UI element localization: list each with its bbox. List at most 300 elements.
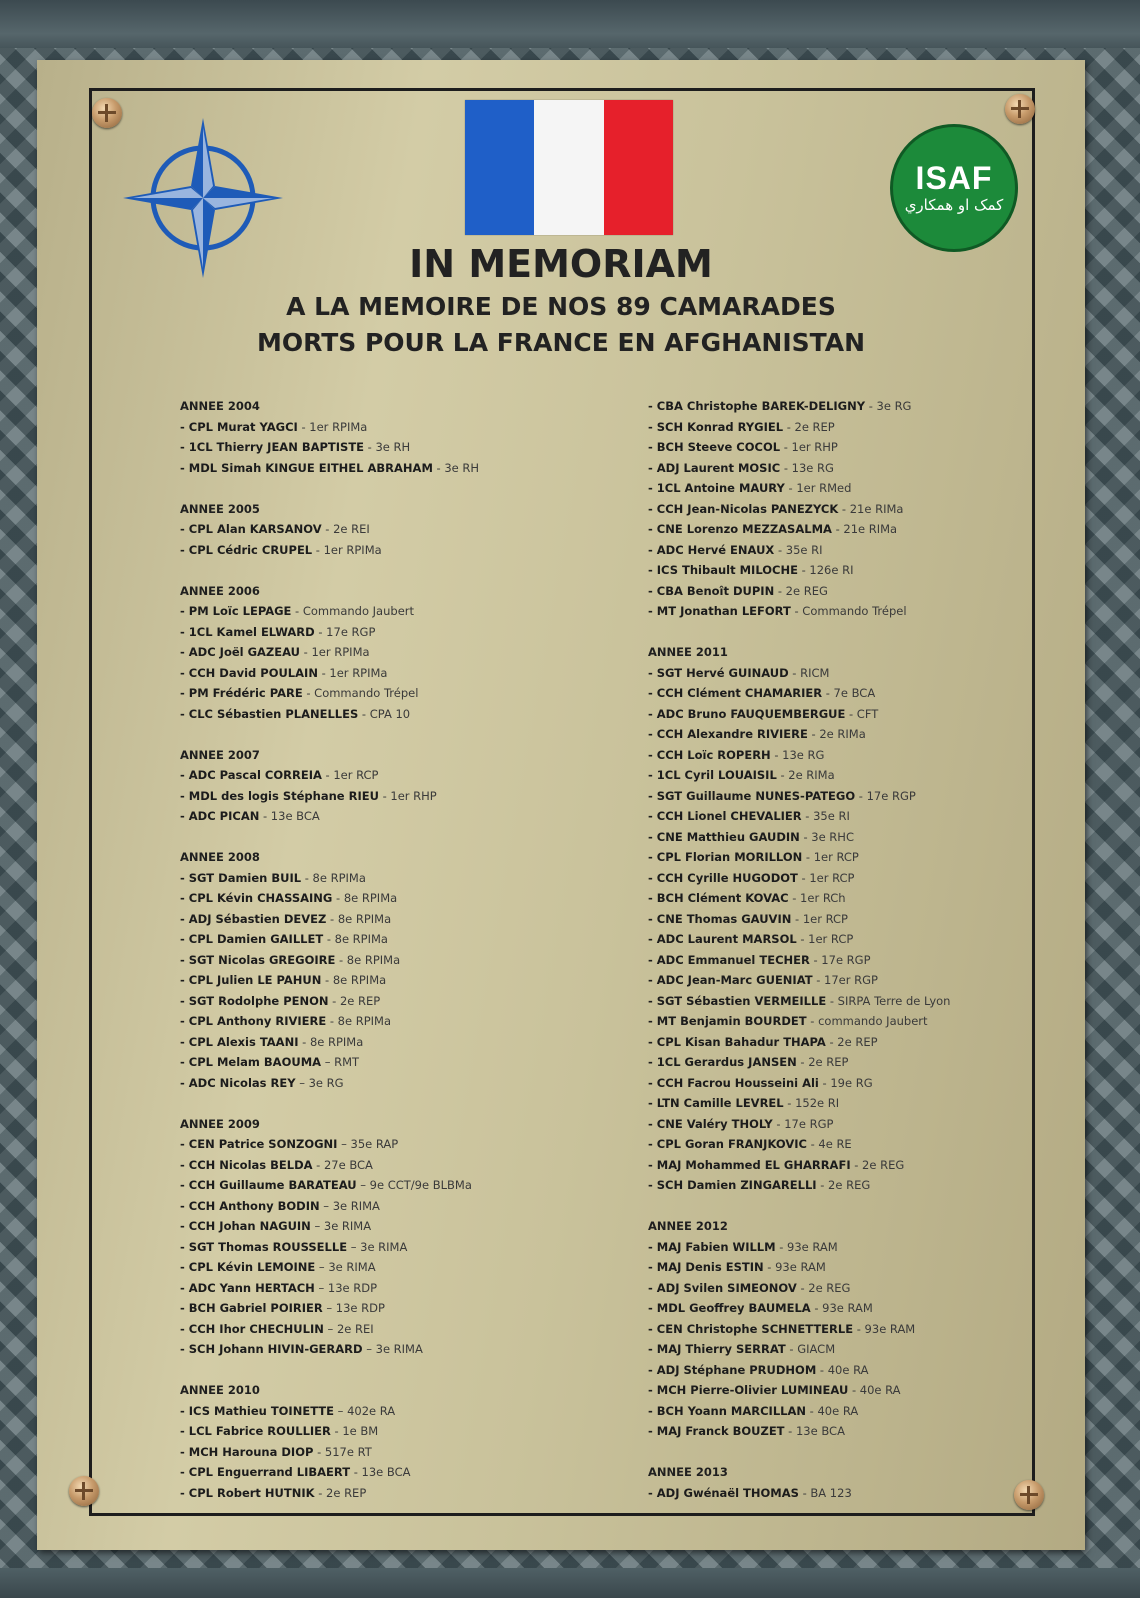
memorial-entry	[648, 1237, 1118, 1258]
memorial-entry	[180, 1175, 650, 1196]
soldier-name: - MDL Simah KINGUE EITHEL ABRAHAM	[180, 460, 433, 475]
memorial-entry	[648, 560, 1118, 581]
year-heading: ANNEE 2006	[180, 583, 260, 598]
soldier-unit: - Commando Trépel	[790, 604, 907, 618]
memorial-entry	[648, 1052, 1118, 1073]
soldier-name: - ADC Jean-Marc GUENIAT	[648, 973, 813, 987]
memorial-entry	[180, 970, 650, 991]
soldier-name: - MCH Harouna DIOP	[180, 1444, 314, 1459]
soldier-name: - CCH Jean-Nicolas PANEZYCK	[648, 501, 839, 516]
section-gap	[180, 1360, 650, 1381]
soldier-unit: - 2e REP	[796, 1055, 849, 1069]
memorial-entry	[648, 909, 1118, 930]
memorial-entry	[648, 581, 1118, 602]
screw-icon	[69, 1476, 99, 1506]
soldier-unit: - 3e RG	[865, 399, 912, 413]
memorial-entry	[648, 745, 1118, 766]
soldier-name: - CBA Christophe BAREK-DELIGNY	[648, 399, 866, 413]
memorial-entry	[180, 1216, 650, 1237]
soldier-name: - LTN Camille LEVREL	[648, 1096, 784, 1110]
soldier-unit: - 1er RPIMa	[317, 665, 388, 680]
fence-top-rail	[0, 0, 1140, 48]
soldier-name: - ADJ Laurent MOSIC	[648, 460, 781, 475]
soldier-unit: - 2e REP	[328, 993, 381, 1008]
memorial-entry	[648, 1073, 1118, 1094]
soldier-unit: - 17er RGP	[812, 973, 878, 987]
year-heading: ANNEE 2012	[648, 1219, 728, 1233]
soldier-unit: - 13e RG	[770, 747, 825, 762]
soldier-unit: – 3e RG	[295, 1075, 344, 1090]
year-heading: ANNEE 2010	[180, 1383, 260, 1397]
soldier-unit: - 1er RPIMa	[300, 645, 370, 659]
memorial-entry	[180, 1421, 650, 1442]
soldier-name: - CNE Matthieu GAUDIN	[648, 829, 800, 844]
soldier-unit: - 35e RI	[801, 809, 850, 823]
soldier-unit: - 13e BCA	[350, 1465, 411, 1479]
memorial-entry	[180, 663, 650, 684]
memorial-entry	[648, 765, 1118, 786]
memorial-entry	[648, 806, 1118, 827]
soldier-name: - CPL Robert HUTNIK	[180, 1485, 315, 1500]
soldier-name: - CCH Nicolas BELDA	[180, 1157, 313, 1172]
memorial-entry	[180, 1052, 650, 1073]
soldier-name: - ADC Emmanuel TECHER	[648, 952, 810, 967]
soldier-name: - CPL Cédric CRUPEL	[180, 542, 313, 557]
soldier-unit: - 2e RIMa	[776, 768, 835, 782]
soldier-name: - ADC Yann HERTACH	[180, 1280, 315, 1295]
soldier-name: - MT Benjamin BOURDET	[648, 1014, 807, 1028]
soldier-name: - BCH Steeve COCOL	[648, 440, 781, 454]
memorial-entry	[180, 909, 650, 930]
soldier-name: - CEN Christophe SCHNETTERLE	[648, 1321, 854, 1336]
soldier-unit: - 8e RPIMa	[326, 911, 392, 926]
memorial-entry	[648, 868, 1118, 889]
memorial-entry	[180, 991, 650, 1012]
memorial-entry	[180, 519, 650, 540]
memorial-plaque	[37, 60, 1085, 1550]
soldier-name: - CBA Benoît DUPIN	[648, 583, 775, 598]
soldier-unit: - 35e RI	[774, 542, 823, 557]
soldier-unit: – 9e CCT/9e BLBMa	[356, 1178, 472, 1192]
soldier-unit: - 27e BCA	[312, 1157, 373, 1172]
soldier-name: - CPL Kévin LEMOINE	[180, 1260, 316, 1274]
memorial-entry	[648, 950, 1118, 971]
soldier-unit: - 8e RPIMa	[326, 1014, 392, 1028]
year-heading: ANNEE 2005	[180, 501, 260, 516]
soldier-unit: - CPA 10	[358, 706, 411, 721]
soldier-name: - CCH Johan NAGUIN	[180, 1219, 311, 1233]
memorial-entry	[180, 1257, 650, 1278]
soldier-name: - CPL Goran FRANJKOVIC	[648, 1137, 807, 1151]
memorial-entry	[648, 1175, 1118, 1196]
soldier-unit: – 13e RDP	[314, 1280, 378, 1295]
section-gap	[180, 1093, 650, 1114]
year-heading: ANNEE 2011	[648, 645, 728, 659]
soldier-unit: - BA 123	[798, 1485, 852, 1500]
soldier-unit: - Commando Trépel	[302, 686, 419, 700]
soldier-name: - MDL des logis Stéphane RIEU	[180, 788, 379, 803]
soldier-name: - SGT Rodolphe PENON	[180, 993, 329, 1008]
soldier-unit: - 2e REI	[321, 522, 370, 536]
section-gap	[180, 478, 650, 499]
soldier-name: - CCH Facrou Housseini Ali	[648, 1075, 819, 1090]
soldier-unit: – 3e RIMA	[347, 1239, 408, 1254]
soldier-unit: - 2e REG	[816, 1178, 871, 1192]
soldier-name: - 1CL Gerardus JANSEN	[648, 1055, 797, 1069]
memorial-entry	[180, 806, 650, 827]
soldier-unit: – 3e RIMA	[362, 1342, 423, 1356]
soldier-name: - BCH Yoann MARCILLAN	[648, 1403, 807, 1418]
soldier-name: - SCH Johann HIVIN-GERARD	[180, 1342, 363, 1356]
memorial-entry	[648, 478, 1118, 499]
memorial-entry	[180, 642, 650, 663]
soldier-unit: - 4e RE	[806, 1137, 852, 1151]
soldier-unit: - 2e REG	[850, 1157, 905, 1172]
soldier-unit: - 1er RPIMa	[312, 542, 382, 557]
plaque-title: IN MEMORIAM	[409, 242, 713, 286]
memorial-entry	[180, 540, 650, 561]
memorial-entry	[648, 1257, 1118, 1278]
memorial-entry	[180, 1196, 650, 1217]
soldier-name: - CCH Alexandre RIVIERE	[648, 727, 808, 741]
soldier-name: - SGT Sébastien VERMEILLE	[648, 993, 827, 1008]
year-heading: ANNEE 2009	[180, 1116, 260, 1131]
soldier-name: - ADC PICAN	[180, 809, 260, 823]
soldier-name: - MT Jonathan LEFORT	[648, 604, 791, 618]
soldier-name: - CNE Valéry THOLY	[648, 1116, 773, 1131]
soldier-name: - SGT Nicolas GREGOIRE	[180, 952, 336, 967]
soldier-unit: – 13e RDP	[322, 1301, 385, 1315]
soldier-unit: - 93e RAM	[853, 1321, 916, 1336]
section-gap	[180, 827, 650, 848]
soldier-unit: – RMT	[321, 1055, 360, 1069]
soldier-unit: - 13e BCA	[259, 809, 320, 823]
soldier-name: - MAJ Fabien WILLM	[648, 1239, 776, 1254]
soldier-name: - ICS Mathieu TOINETTE	[180, 1403, 335, 1418]
soldier-unit: - 152e RI	[783, 1096, 840, 1110]
memorial-entry	[180, 765, 650, 786]
soldier-unit: - 8e RPIMa	[335, 952, 401, 967]
soldier-name: - ADJ Svilen SIMEONOV	[648, 1280, 797, 1295]
memorial-entry	[648, 1421, 1118, 1442]
soldier-unit: - 7e BCA	[822, 686, 876, 700]
soldier-name: - ADC Nicolas REY	[180, 1075, 296, 1090]
memorial-entry	[648, 1011, 1118, 1032]
fence-bottom-rail	[0, 1568, 1140, 1598]
soldier-unit: - 93e RAM	[810, 1301, 873, 1315]
memorial-entry	[648, 991, 1118, 1012]
soldier-unit: – 3e RIMA	[315, 1260, 376, 1274]
soldier-name: - MAJ Denis ESTIN	[648, 1260, 764, 1274]
soldier-name: - CPL Damien GAILLET	[180, 932, 324, 946]
memorial-entry	[648, 786, 1118, 807]
soldier-unit: - 1er RCP	[797, 870, 855, 885]
soldier-name: - PM Loïc LEPAGE	[180, 604, 292, 618]
soldier-name: - CPL Alexis TAANI	[180, 1034, 299, 1049]
soldier-unit: - 2e REG	[796, 1280, 851, 1295]
soldier-name: - SGT Hervé GUINAUD	[648, 665, 789, 680]
soldier-unit: - 1er RCP	[791, 911, 848, 926]
memorial-entry	[180, 1339, 650, 1360]
soldier-unit: - 1er RHP	[780, 440, 838, 454]
memorial-entry	[180, 1319, 650, 1340]
soldier-name: - BCH Gabriel POIRIER	[180, 1301, 323, 1315]
soldier-unit: - 13e BCA	[784, 1424, 845, 1438]
soldier-unit: - 17e RGP	[314, 624, 376, 639]
soldier-unit: - 21e RIMa	[831, 522, 898, 536]
soldier-unit: - 1er RCh	[788, 891, 846, 905]
soldier-name: - CPL Anthony RIVIERE	[180, 1014, 327, 1028]
soldier-name: - CPL Kévin CHASSAING	[180, 891, 333, 905]
soldier-unit: - GIACM	[785, 1342, 836, 1356]
memorial-entry	[180, 1073, 650, 1094]
memorial-entry	[648, 437, 1118, 458]
soldier-unit: - 1er RMed	[784, 481, 852, 495]
soldier-unit: - CFT	[845, 706, 879, 721]
soldier-name: - ADC Bruno FAUQUEMBERGUE	[648, 706, 846, 721]
memorial-entry	[180, 601, 650, 622]
soldier-unit: - 1er RCP	[802, 850, 859, 864]
section-gap	[180, 724, 650, 745]
isaf-badge	[890, 124, 1018, 252]
soldier-name: - CCH Loïc ROPERH	[648, 747, 771, 762]
french-flag	[465, 100, 673, 235]
soldier-unit: - Commando Jaubert	[291, 604, 415, 618]
memorial-entry	[180, 417, 650, 438]
memorial-entry	[180, 1155, 650, 1176]
soldier-name: - ADC Hervé ENAUX	[648, 542, 775, 557]
isaf-subtext: کمک او همکاري	[904, 196, 1004, 214]
section-gap	[648, 622, 1118, 643]
memorial-entry	[648, 1134, 1118, 1155]
soldier-unit: - 17e RGP	[855, 788, 916, 803]
soldier-unit: - 1er RCP	[796, 932, 854, 946]
soldier-name: - SGT Guillaume NUNES-PATEGO	[648, 788, 856, 803]
soldier-name: - MCH Pierre-Olivier LUMINEAU	[648, 1383, 849, 1397]
soldier-name: - SGT Damien BUIL	[180, 870, 302, 885]
soldier-name: - ADJ Gwénaël THOMAS	[648, 1485, 799, 1500]
soldier-name: - CCH Cyrille HUGODOT	[648, 870, 798, 885]
memorial-entry	[648, 1278, 1118, 1299]
soldier-name: - SCH Konrad RYGIEL	[648, 419, 784, 434]
soldier-name: - CNE Thomas GAUVIN	[648, 911, 792, 926]
memorial-entry	[648, 724, 1118, 745]
soldier-name: - CPL Murat YAGCI	[180, 419, 298, 434]
memorial-entry	[648, 683, 1118, 704]
memorial-entry	[180, 1134, 650, 1155]
soldier-unit: - SIRPA Terre de Lyon	[826, 993, 951, 1008]
soldier-unit: – 3e RIMA	[310, 1219, 372, 1233]
soldier-name: - ADC Joël GAZEAU	[180, 645, 301, 659]
memorial-entry	[180, 683, 650, 704]
soldier-name: - MAJ Franck BOUZET	[648, 1424, 785, 1438]
memorial-entry	[648, 970, 1118, 991]
memorial-entry	[180, 888, 650, 909]
memorial-entry	[180, 1011, 650, 1032]
memorial-entry	[180, 950, 650, 971]
memorial-entry	[648, 499, 1118, 520]
soldier-unit: - 2e REP	[783, 419, 835, 434]
soldier-unit: - 126e RI	[797, 563, 854, 577]
soldier-name: - 1CL Thierry JEAN BAPTISTE	[180, 440, 365, 454]
soldier-name: - LCL Fabrice ROULLIER	[180, 1424, 331, 1438]
soldier-name: - CPL Florian MORILLON	[648, 850, 803, 864]
soldier-name: - CPL Julien LE PAHUN	[180, 973, 322, 987]
memorial-entry	[180, 704, 650, 725]
soldier-unit: - 3e RHC	[799, 829, 854, 844]
soldier-unit: - commando Jaubert	[806, 1014, 928, 1028]
soldier-name: - ADJ Stéphane PRUDHOM	[648, 1362, 817, 1377]
soldier-name: - CCH Guillaume BARATEAU	[180, 1178, 357, 1192]
section-gap	[180, 560, 650, 581]
flag-stripe-red	[604, 100, 673, 235]
soldier-name: - MDL Geoffrey BAUMELA	[648, 1301, 811, 1315]
plaque-subtitle-line1: A LA MEMOIRE DE NOS 89 CAMARADES	[286, 292, 836, 321]
right-name-column	[648, 396, 1118, 1503]
soldier-name: - CNE Lorenzo MEZZASALMA	[648, 522, 832, 536]
soldier-name: - CCH Clément CHAMARIER	[648, 686, 823, 700]
soldier-name: - ADC Pascal CORREIA	[180, 768, 322, 782]
soldier-unit: - 40e RA	[848, 1383, 901, 1397]
memorial-entry	[648, 1093, 1118, 1114]
soldier-name: - SCH Damien ZINGARELLI	[648, 1178, 817, 1192]
soldier-unit: - 17e RGP	[809, 952, 871, 967]
memorial-entry	[648, 663, 1118, 684]
memorial-entry	[648, 1319, 1118, 1340]
soldier-unit: – 3e RIMA	[319, 1198, 380, 1213]
memorial-entry	[648, 1155, 1118, 1176]
soldier-unit: - 8e RPIMa	[298, 1034, 364, 1049]
soldier-name: - 1CL Antoine MAURY	[648, 481, 785, 495]
soldier-name: - PM Frédéric PARE	[180, 686, 303, 700]
isaf-text: ISAF	[915, 160, 993, 196]
memorial-entry	[648, 1483, 1118, 1504]
memorial-entry	[648, 417, 1118, 438]
year-heading: ANNEE 2008	[180, 850, 260, 864]
memorial-entry	[648, 929, 1118, 950]
memorial-entry	[648, 458, 1118, 479]
memorial-entry	[180, 1237, 650, 1258]
soldier-name: - CPL Melam BAOUMA	[180, 1055, 322, 1069]
soldier-name: - ICS Thibault MILOCHE	[648, 563, 798, 577]
soldier-unit: - 2e REP	[314, 1485, 367, 1500]
screw-icon	[1005, 94, 1035, 124]
soldier-unit: - 8e RPIMa	[323, 932, 388, 946]
soldier-unit: - RICM	[788, 665, 830, 680]
memorial-entry	[648, 1339, 1118, 1360]
soldier-name: - SGT Thomas ROUSSELLE	[180, 1239, 348, 1254]
soldier-name: - 1CL Cyril LOUAISIL	[648, 768, 777, 782]
soldier-unit: - 1er RPIMa	[297, 419, 368, 434]
screw-icon	[92, 98, 122, 128]
memorial-entry	[180, 1278, 650, 1299]
memorial-entry	[180, 1442, 650, 1463]
section-gap	[648, 1442, 1118, 1463]
memorial-entry	[180, 1032, 650, 1053]
soldier-unit: - 13e RG	[780, 460, 834, 475]
soldier-unit: - 2e REG	[774, 583, 828, 598]
soldier-unit: - 93e RAM	[775, 1239, 838, 1254]
left-name-column	[180, 396, 650, 1503]
memorial-entry	[180, 1462, 650, 1483]
soldier-name: - CEN Patrice SONZOGNI	[180, 1137, 338, 1151]
soldier-unit: – 2e REI	[323, 1321, 374, 1336]
memorial-entry	[648, 519, 1118, 540]
plaque-subtitle-line2: MORTS POUR LA FRANCE EN AFGHANISTAN	[256, 328, 866, 357]
year-heading: ANNEE 2004	[180, 399, 260, 413]
flag-stripe-white	[534, 100, 603, 235]
memorial-entry	[180, 622, 650, 643]
soldier-unit: - 2e RIMa	[807, 727, 866, 741]
memorial-entry	[180, 437, 650, 458]
soldier-name: - CPL Alan KARSANOV	[180, 522, 322, 536]
soldier-unit: - 3e RH	[364, 440, 411, 454]
memorial-entry	[180, 929, 650, 950]
soldier-unit: - 3e RH	[432, 460, 480, 475]
soldier-name: - MAJ Mohammed EL GHARRAFI	[648, 1157, 851, 1172]
memorial-entry	[180, 458, 650, 479]
memorial-entry	[180, 868, 650, 889]
soldier-unit: - 8e RPIMa	[301, 870, 366, 885]
soldier-unit: - 1er RHP	[378, 788, 437, 803]
memorial-entry	[648, 540, 1118, 561]
year-heading: ANNEE 2013	[648, 1465, 728, 1479]
soldier-name: - MAJ Thierry SERRAT	[648, 1342, 786, 1356]
soldier-unit: - 1e BM	[330, 1424, 379, 1438]
soldier-name: - ADC Laurent MARSOL	[648, 932, 797, 946]
memorial-entry	[648, 1380, 1118, 1401]
soldier-name: - BCH Clément KOVAC	[648, 891, 789, 905]
memorial-entry	[648, 1401, 1118, 1422]
memorial-entry	[648, 827, 1118, 848]
soldier-unit: – 402e RA	[334, 1403, 396, 1418]
memorial-entry	[648, 888, 1118, 909]
soldier-unit: - 21e RIMa	[838, 501, 904, 516]
memorial-entry	[648, 1114, 1118, 1135]
soldier-unit: - 40e RA	[816, 1362, 869, 1377]
memorial-entry	[648, 1032, 1118, 1053]
memorial-entry	[180, 1483, 650, 1504]
soldier-unit: - 93e RAM	[763, 1260, 826, 1274]
soldier-unit: - 17e RGP	[772, 1116, 834, 1131]
memorial-entry	[648, 1360, 1118, 1381]
soldier-name: - CCH Ihor CHECHULIN	[180, 1321, 324, 1336]
memorial-entry	[180, 1298, 650, 1319]
soldier-unit: - 1er RCP	[321, 768, 379, 782]
memorial-entry	[648, 396, 1118, 417]
soldier-name: - CPL Enguerrand LIBAERT	[180, 1465, 351, 1479]
memorial-entry	[180, 786, 650, 807]
soldier-unit: – 35e RAP	[337, 1137, 399, 1151]
soldier-unit: - 8e RPIMa	[332, 891, 398, 905]
soldier-name: - 1CL Kamel ELWARD	[180, 624, 315, 639]
soldier-name: - ADJ Sébastien DEVEZ	[180, 911, 327, 926]
soldier-unit: - 2e REP	[825, 1034, 878, 1049]
soldier-name: - CCH Anthony BODIN	[180, 1198, 320, 1213]
soldier-unit: - 19e RG	[818, 1075, 873, 1090]
memorial-entry	[648, 704, 1118, 725]
soldier-name: - CLC Sébastien PLANELLES	[180, 706, 359, 721]
soldier-name: - CCH Lionel CHEVALIER	[648, 809, 802, 823]
memorial-entry	[648, 847, 1118, 868]
soldier-name: - CPL Kisan Bahadur THAPA	[648, 1034, 826, 1049]
section-gap	[648, 1196, 1118, 1217]
year-heading: ANNEE 2007	[180, 747, 260, 762]
flag-stripe-blue	[465, 100, 534, 235]
soldier-unit: - 40e RA	[806, 1403, 859, 1418]
soldier-unit: - 517e RT	[313, 1444, 372, 1459]
soldier-unit: - 8e RPIMa	[321, 973, 387, 987]
